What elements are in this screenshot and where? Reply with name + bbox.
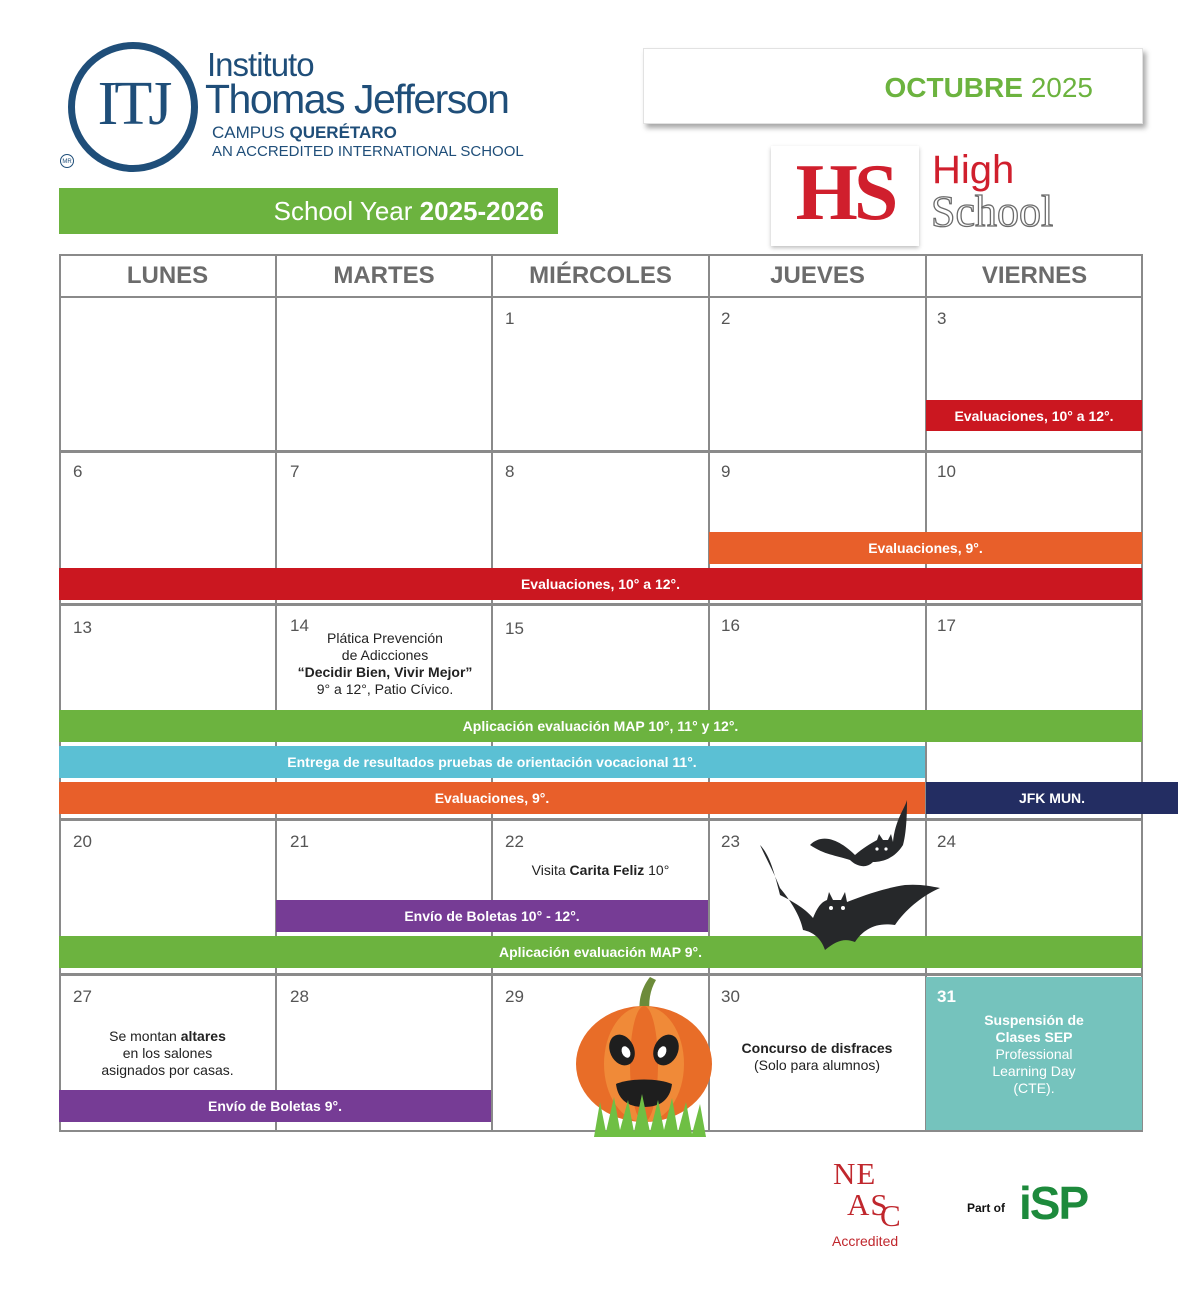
suspension-line4: Learning Day <box>992 1063 1076 1079</box>
bat-icon <box>810 800 907 866</box>
event-evaluaciones-10-12-oct3: Evaluaciones, 10° a 12°. <box>926 400 1142 431</box>
day-number: 15 <box>505 619 524 638</box>
event-map-9: Aplicación evaluación MAP 9°. <box>59 936 1142 968</box>
event-jfk-mun: JFK MUN. <box>926 782 1178 814</box>
month-name: OCTUBRE <box>884 72 1023 103</box>
column-divider <box>275 254 277 1132</box>
day-number: 28 <box>290 987 309 1006</box>
week-divider <box>59 450 1143 453</box>
suspension-line3: Professional <box>995 1046 1073 1062</box>
day-number: 7 <box>290 462 300 481</box>
visita-post: 10° <box>648 862 670 878</box>
school-year-value: 2025-2026 <box>419 196 544 226</box>
campus-line <box>212 123 397 143</box>
day-number: 13 <box>73 618 92 637</box>
day-number: 31 <box>937 987 956 1006</box>
suspension-line2: Clases SEP <box>995 1029 1073 1045</box>
pumpkin-illustration <box>570 972 715 1137</box>
day-number: 20 <box>73 832 92 851</box>
column-divider <box>491 254 493 1132</box>
event-evaluaciones-9-week3: Evaluaciones, 9°. <box>59 782 925 814</box>
campus-prefix: CAMPUS <box>212 123 285 142</box>
weekday-jueves: JUEVES <box>770 262 865 289</box>
day-number: 29 <box>505 987 524 1006</box>
school-label: School <box>931 187 1054 236</box>
school-year-bar <box>59 188 558 234</box>
day-number: 9 <box>721 462 731 481</box>
day-number: 21 <box>290 832 309 851</box>
week-divider <box>59 818 1143 821</box>
visita-bold: Carita Feliz <box>569 862 645 878</box>
event-boletas-9: Envío de Boletas 9°. <box>59 1090 491 1122</box>
altares-bold: altares <box>180 1028 226 1044</box>
weekday-viernes: VIERNES <box>981 262 1088 289</box>
weekday-lunes: LUNES <box>126 262 209 289</box>
neasc-line2: AS <box>847 1187 889 1222</box>
event-map-10-12: Aplicación evaluación MAP 10°, 11° y 12°. <box>59 710 1142 742</box>
week-divider <box>59 603 1143 606</box>
suspension-line5: (CTE). <box>1013 1080 1055 1096</box>
disfraces-note <box>712 1040 922 1074</box>
month-title <box>643 48 1093 124</box>
logo-monogram: ITJ <box>97 70 169 138</box>
suspension-note <box>926 1012 1142 1097</box>
day-number: 16 <box>721 616 740 635</box>
neasc-line1: NE <box>833 1156 877 1191</box>
event-evaluaciones-9-week2: Evaluaciones, 9°. <box>709 532 1142 564</box>
month-year: 2025 <box>1030 72 1093 103</box>
isp-logo: iSP <box>1019 1177 1088 1229</box>
platica-note <box>280 630 490 698</box>
day-number: 10 <box>937 462 956 481</box>
visita-note <box>494 862 707 879</box>
institute-name: Thomas Jefferson <box>205 76 509 122</box>
platica-title: “Decidir Bien, Vivir Mejor” <box>297 664 473 680</box>
weekday-miercoles: MIÉRCOLES <box>529 262 672 289</box>
day-number: 22 <box>505 832 524 851</box>
institute-label: Instituto <box>207 46 314 83</box>
school-year-label: School Year <box>273 196 413 226</box>
hs-badge: HS <box>795 149 895 237</box>
campus-name: QUERÉTARO <box>289 123 397 142</box>
altares-line2: en los salones <box>122 1045 213 1061</box>
day-number: 8 <box>505 462 515 481</box>
weekday-martes: MARTES <box>333 262 435 289</box>
event-orientacion-vocacional: Entrega de resultados pruebas de orientación vocacional 11°. <box>59 746 925 778</box>
neasc-accredited: Accredited <box>832 1233 899 1249</box>
day-number: 24 <box>937 832 956 851</box>
day-number: 2 <box>721 309 731 328</box>
disfraces-title: Concurso de disfraces <box>741 1040 893 1056</box>
bats-illustration <box>755 800 945 960</box>
altares-line3: asignados por casas. <box>101 1062 234 1078</box>
event-evaluaciones-10-12-week2: Evaluaciones, 10° a 12°. <box>59 568 1142 600</box>
event-boletas-10-12: Envío de Boletas 10° - 12°. <box>276 900 708 932</box>
logo-registered-mark: MR <box>60 154 74 168</box>
platica-line4: 9° a 12°, Patio Cívico. <box>316 681 454 697</box>
day-number: 6 <box>73 462 83 481</box>
visita-pre: Visita <box>531 862 566 878</box>
platica-line2: de Adicciones <box>341 647 429 663</box>
day-number: 30 <box>721 987 740 1006</box>
day-number: 23 <box>721 832 740 851</box>
altares-pre: Se montan <box>109 1028 177 1044</box>
header-divider <box>59 296 1143 298</box>
day-number: 1 <box>505 309 515 328</box>
high-label: High <box>932 148 1015 192</box>
day-number: 17 <box>937 616 956 635</box>
disfraces-sub: (Solo para alumnos) <box>753 1057 881 1073</box>
day-number: 3 <box>937 309 947 328</box>
neasc-line3: C <box>880 1198 901 1233</box>
altares-note <box>62 1028 273 1079</box>
platica-line1: Plática Prevención <box>327 630 443 646</box>
neasc-logo <box>833 1158 915 1224</box>
day-number: 27 <box>73 987 92 1006</box>
day-number: 14 <box>290 616 309 635</box>
suspension-line1: Suspensión de <box>984 1012 1084 1028</box>
isp-part-of: Part of <box>967 1201 1006 1215</box>
bat-icon <box>760 845 940 950</box>
tagline: AN ACCREDITED INTERNATIONAL SCHOOL <box>212 143 524 160</box>
